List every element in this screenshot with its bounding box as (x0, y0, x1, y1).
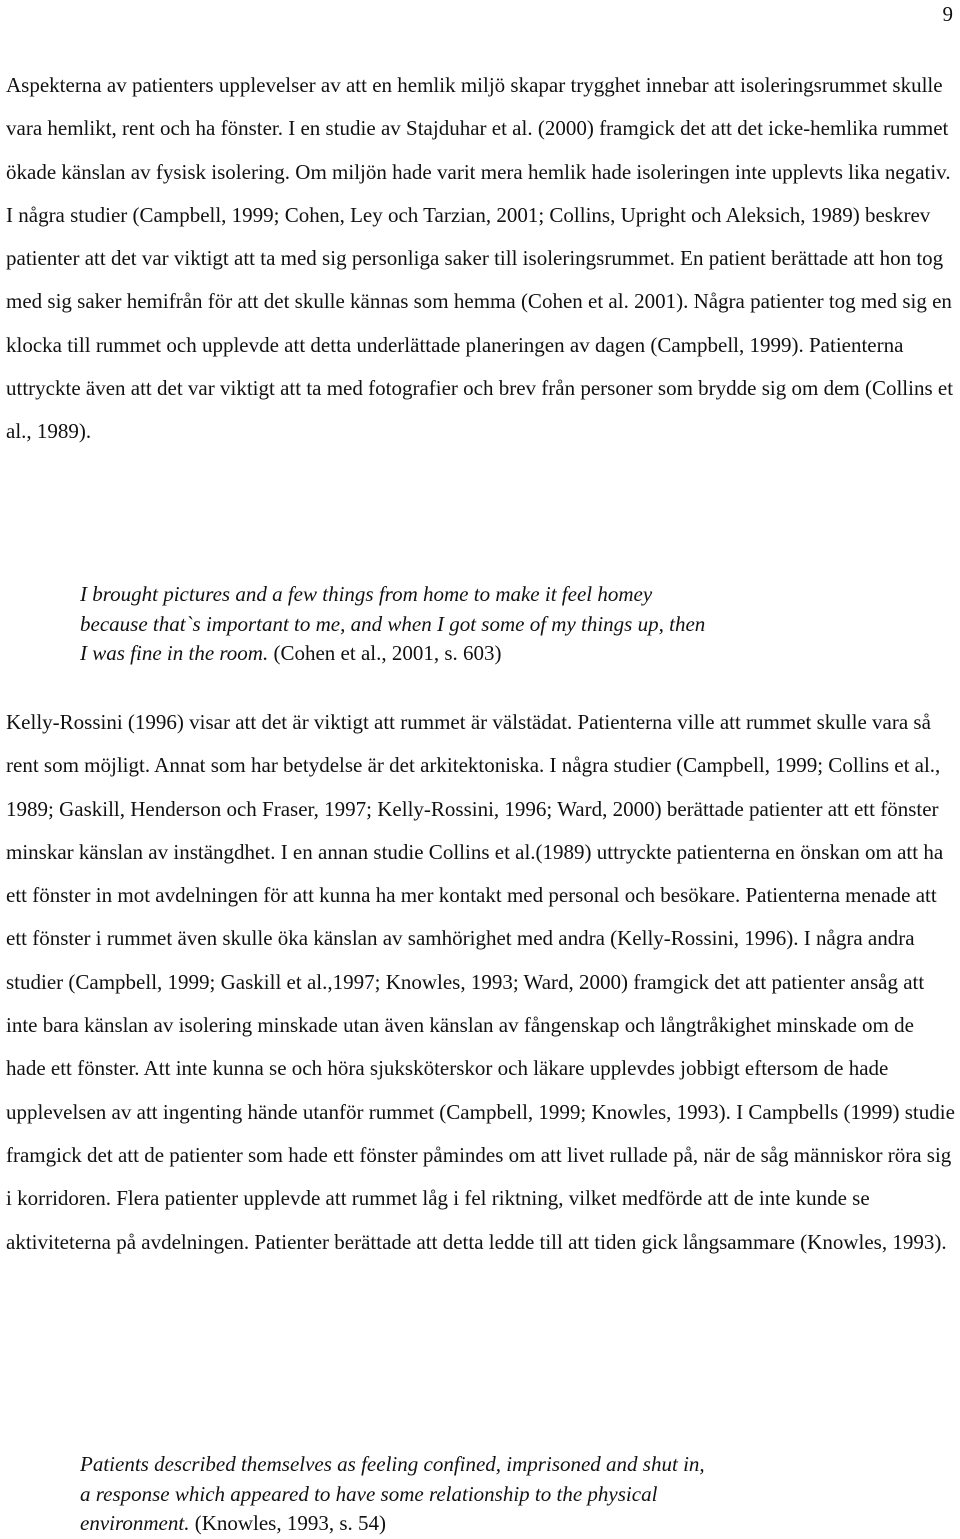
quote-line: because that`s important to me, and when I got some of my things up, then (80, 611, 706, 636)
page-number: 9 (942, 2, 953, 26)
quote-citation: (Cohen et al., 2001, s. 603) (268, 641, 502, 665)
quote-last-line (80, 639, 950, 669)
quote-line: environment. (80, 1511, 190, 1535)
quote-line: Patients described themselves as feeling confined, imprisoned and shut in, (80, 1452, 705, 1476)
quote-citation: (Knowles, 1993, s. 54) (189, 1511, 387, 1535)
body-paragraph-1: Aspekterna av patienters upplevelser av att en hemlik miljö skapar trygghet innebar att isoleringsrummet skulle vara hemlikt, rent och ha fönster. I en studie av Stajduhar et al. (2000) framgick det att det icke-hemlika rummet ökade känslan av fysisk isolering. Om miljön hade varit mera hemlik hade isoleringen inte upplevts lika negativ. I några studier (Campbell, 1999; Cohen, Ley och Tarzian, 2001; Collins, Upright och Aleksich, 1989) beskrev patienter att det var viktigt att ta med sig personliga saker till isoleringsrummet. En patient berättade att hon tog med sig saker hemifrån för att det skulle kännas som hemma (Cohen et al. 2001). Några patienter tog med sig en klocka till rummet och upplevde att detta underlättade planeringen av dagen (Campbell, 1999). Patienterna uttryckte även att det var viktigt att ta med fotografier och brev från personer som brydde sig om dem (Collins et al., 1989). (6, 73, 954, 444)
quote-line: a response which appeared to have some relationship to the physical (80, 1481, 658, 1506)
block-quote-2 (80, 1450, 950, 1539)
block-quote-1 (80, 580, 950, 669)
quote-line: I was fine in the room. (80, 641, 269, 665)
quote-last-line (80, 1509, 950, 1539)
quote-line: I brought pictures and a few things from home to make it feel homey (80, 582, 653, 606)
body-paragraph-2: Kelly-Rossini (1996) visar att det är viktigt att rummet är välstädat. Patienterna ville att rummet skulle vara så rent som möjligt. Annat som har betydelse är det arkitektoniska. I några studier (Campbell, 1999; Collins et al., 1989; Gaskill, Henderson och Fraser, 1997; Kelly-Rossini, 1996; Ward, 2000) berättade patienter att ett fönster minskar känslan av instängdhet. I en annan studie Collins et al.(1989) uttryckte patienterna en önskan om att ha ett fönster in mot avdelningen för att kunna ha mer kontakt med personal och besökare. Patienterna menade att ett fönster i rummet även skulle öka känslan av samhörighet med andra (Kelly-Rossini, 1996). I några andra studier (Campbell, 1999; Gaskill et al.,1997; Knowles, 1993; Ward, 2000) framgick det att patienter ansåg att inte bara känslan av isolering minskade utan även känslan av fångenskap och långtråkighet minskade om de hade ett fönster. Att inte kunna se och höra sjuksköterskor och läkare upplevdes jobbigt eftersom de hade upplevelsen av att ingenting hände utanför rummet (Campbell, 1999; Knowles, 1993). I Campbells (1999) studie framgick det att de patienter som hade ett fönster påmindes om att livet rullade på, när de såg människor röra sig i korridoren. Flera patienter upplevde att rummet låg i fel riktning, vilket medförde att de inte kunde se aktiviteterna på avdelningen. Patienter berättade att detta ledde till att tiden gick långsammare (Knowles, 1993). (6, 710, 955, 1254)
